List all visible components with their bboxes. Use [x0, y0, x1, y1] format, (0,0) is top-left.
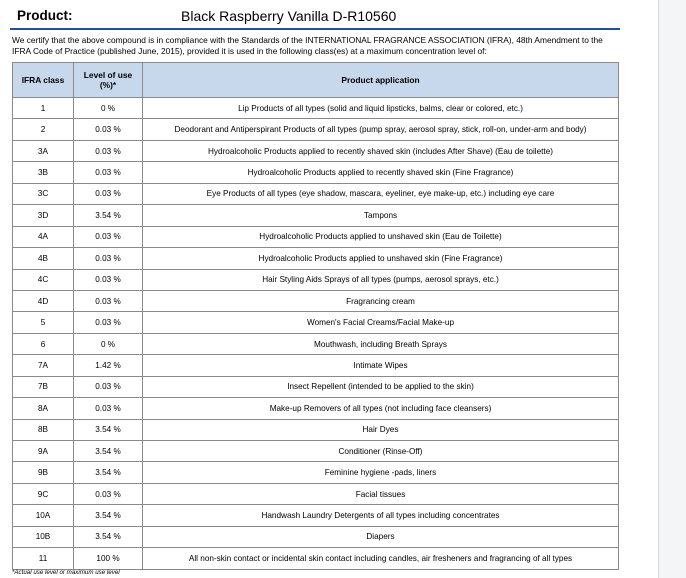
table-row — [13, 205, 619, 226]
cell-level-of-use: 0.03 % — [74, 226, 143, 247]
header-level-of-use: Level of use (%)* — [74, 63, 143, 98]
cell-level-of-use: 0.03 % — [74, 269, 143, 290]
cell-ifra-class: 9A — [13, 441, 74, 462]
cell-level-of-use: 3.54 % — [74, 205, 143, 226]
cell-product-application: Eye Products of all types (eye shadow, mascara, eyeliner, eye make-up, etc.) including eye care — [143, 183, 619, 204]
cell-level-of-use: 0.03 % — [74, 140, 143, 161]
product-label: Product: — [17, 8, 73, 23]
cell-product-application: Hair Styling Aids Sprays of all types (pumps, aerosol sprays, etc.) — [143, 269, 619, 290]
cell-ifra-class: 4B — [13, 248, 74, 269]
cell-product-application: Facial tissues — [143, 483, 619, 504]
cell-ifra-class: 9B — [13, 462, 74, 483]
cell-ifra-class: 8A — [13, 398, 74, 419]
cell-level-of-use: 3.54 % — [74, 441, 143, 462]
table-row — [13, 398, 619, 419]
table-row — [13, 312, 619, 333]
cell-ifra-class: 4A — [13, 226, 74, 247]
product-header — [10, 6, 620, 30]
footnote: *Actual use level or maximum use level — [12, 569, 120, 576]
cell-level-of-use: 0.03 % — [74, 119, 143, 140]
table-row — [13, 483, 619, 504]
cell-ifra-class: 5 — [13, 312, 74, 333]
cell-product-application: Hydroalcoholic Products applied to unshaved skin (Fine Fragrance) — [143, 248, 619, 269]
cell-ifra-class: 10A — [13, 505, 74, 526]
table-row — [13, 333, 619, 354]
header-ifra-class: IFRA class — [13, 63, 74, 98]
cell-ifra-class: 8B — [13, 419, 74, 440]
cell-level-of-use: 3.54 % — [74, 505, 143, 526]
cell-product-application: Make-up Removers of all types (not including face cleansers) — [143, 398, 619, 419]
cell-ifra-class: 3A — [13, 140, 74, 161]
cell-product-application: Hair Dyes — [143, 419, 619, 440]
table-row — [13, 226, 619, 247]
table-row — [13, 355, 619, 376]
cell-ifra-class: 7A — [13, 355, 74, 376]
cell-product-application: All non-skin contact or incidental skin contact including candles, air fresheners and fragrancing of all types — [143, 548, 619, 569]
cell-ifra-class: 2 — [13, 119, 74, 140]
cell-ifra-class: 3D — [13, 205, 74, 226]
cell-level-of-use: 0 % — [74, 98, 143, 119]
header-product-application: Product application — [143, 63, 619, 98]
cell-level-of-use: 0.03 % — [74, 312, 143, 333]
product-name: Black Raspberry Vanilla D-R10560 — [181, 8, 397, 24]
cell-product-application: Feminine hygiene -pads, liners — [143, 462, 619, 483]
cell-level-of-use: 3.54 % — [74, 526, 143, 547]
cell-product-application: Hydroalcoholic Products applied to recently shaved skin (Fine Fragrance) — [143, 162, 619, 183]
table-row — [13, 462, 619, 483]
cell-product-application: Hydroalcoholic Products applied to unshaved skin (Eau de Toilette) — [143, 226, 619, 247]
cell-product-application: Conditioner (Rinse-Off) — [143, 441, 619, 462]
cell-product-application: Handwash Laundry Detergents of all types including concentrates — [143, 505, 619, 526]
cell-level-of-use: 0.03 % — [74, 162, 143, 183]
ifra-table-body — [13, 98, 619, 570]
table-row — [13, 548, 619, 569]
cell-product-application: Lip Products of all types (solid and liquid lipsticks, balms, clear or colored, etc.) — [143, 98, 619, 119]
cell-ifra-class: 3C — [13, 183, 74, 204]
table-row — [13, 376, 619, 397]
ifra-table — [12, 62, 619, 570]
cell-product-application: Diapers — [143, 526, 619, 547]
cell-level-of-use: 1.42 % — [74, 355, 143, 376]
cell-level-of-use: 0 % — [74, 333, 143, 354]
cell-product-application: Women's Facial Creams/Facial Make-up — [143, 312, 619, 333]
table-row — [13, 419, 619, 440]
cell-product-application: Fragrancing cream — [143, 290, 619, 311]
cell-ifra-class: 9C — [13, 483, 74, 504]
table-row — [13, 269, 619, 290]
cell-ifra-class: 4C — [13, 269, 74, 290]
cell-level-of-use: 0.03 % — [74, 376, 143, 397]
table-row — [13, 290, 619, 311]
cell-ifra-class: 1 — [13, 98, 74, 119]
table-row — [13, 140, 619, 161]
table-row — [13, 248, 619, 269]
cell-ifra-class: 3B — [13, 162, 74, 183]
cell-level-of-use: 3.54 % — [74, 419, 143, 440]
table-row — [13, 98, 619, 119]
table-row — [13, 526, 619, 547]
cell-product-application: Intimate Wipes — [143, 355, 619, 376]
cell-level-of-use: 0.03 % — [74, 248, 143, 269]
viewer-gutter — [658, 0, 686, 578]
cell-product-application: Hydroalcoholic Products applied to recently shaved skin (includes After Shave) (Eau de toilette) — [143, 140, 619, 161]
cell-level-of-use: 0.03 % — [74, 483, 143, 504]
table-row — [13, 505, 619, 526]
table-header-row — [13, 63, 619, 98]
cell-ifra-class: 10B — [13, 526, 74, 547]
cell-level-of-use: 3.54 % — [74, 462, 143, 483]
table-row — [13, 119, 619, 140]
cell-ifra-class: 6 — [13, 333, 74, 354]
table-row — [13, 441, 619, 462]
cell-ifra-class: 7B — [13, 376, 74, 397]
cell-product-application: Insect Repellent (intended to be applied to the skin) — [143, 376, 619, 397]
cell-ifra-class: 11 — [13, 548, 74, 569]
cell-level-of-use: 0.03 % — [74, 183, 143, 204]
table-row — [13, 183, 619, 204]
cell-level-of-use: 0.03 % — [74, 290, 143, 311]
cell-product-application: Deodorant and Antiperspirant Products of all types (pump spray, aerosol spray, stick, roll-on, under-arm and body) — [143, 119, 619, 140]
cell-level-of-use: 100 % — [74, 548, 143, 569]
cell-ifra-class: 4D — [13, 290, 74, 311]
cell-level-of-use: 0.03 % — [74, 398, 143, 419]
cell-product-application: Mouthwash, including Breath Sprays — [143, 333, 619, 354]
table-row — [13, 162, 619, 183]
certification-statement: We certify that the above compound is in compliance with the Standards of the INTERNATIONAL FRAGRANCE ASSOCIATION (IFRA), 48th Amendment to the IFRA Code of Practice (published June, 2015), provided it is used in the following class(es) at a maximum concentration level of: — [12, 35, 603, 56]
cell-product-application: Tampons — [143, 205, 619, 226]
